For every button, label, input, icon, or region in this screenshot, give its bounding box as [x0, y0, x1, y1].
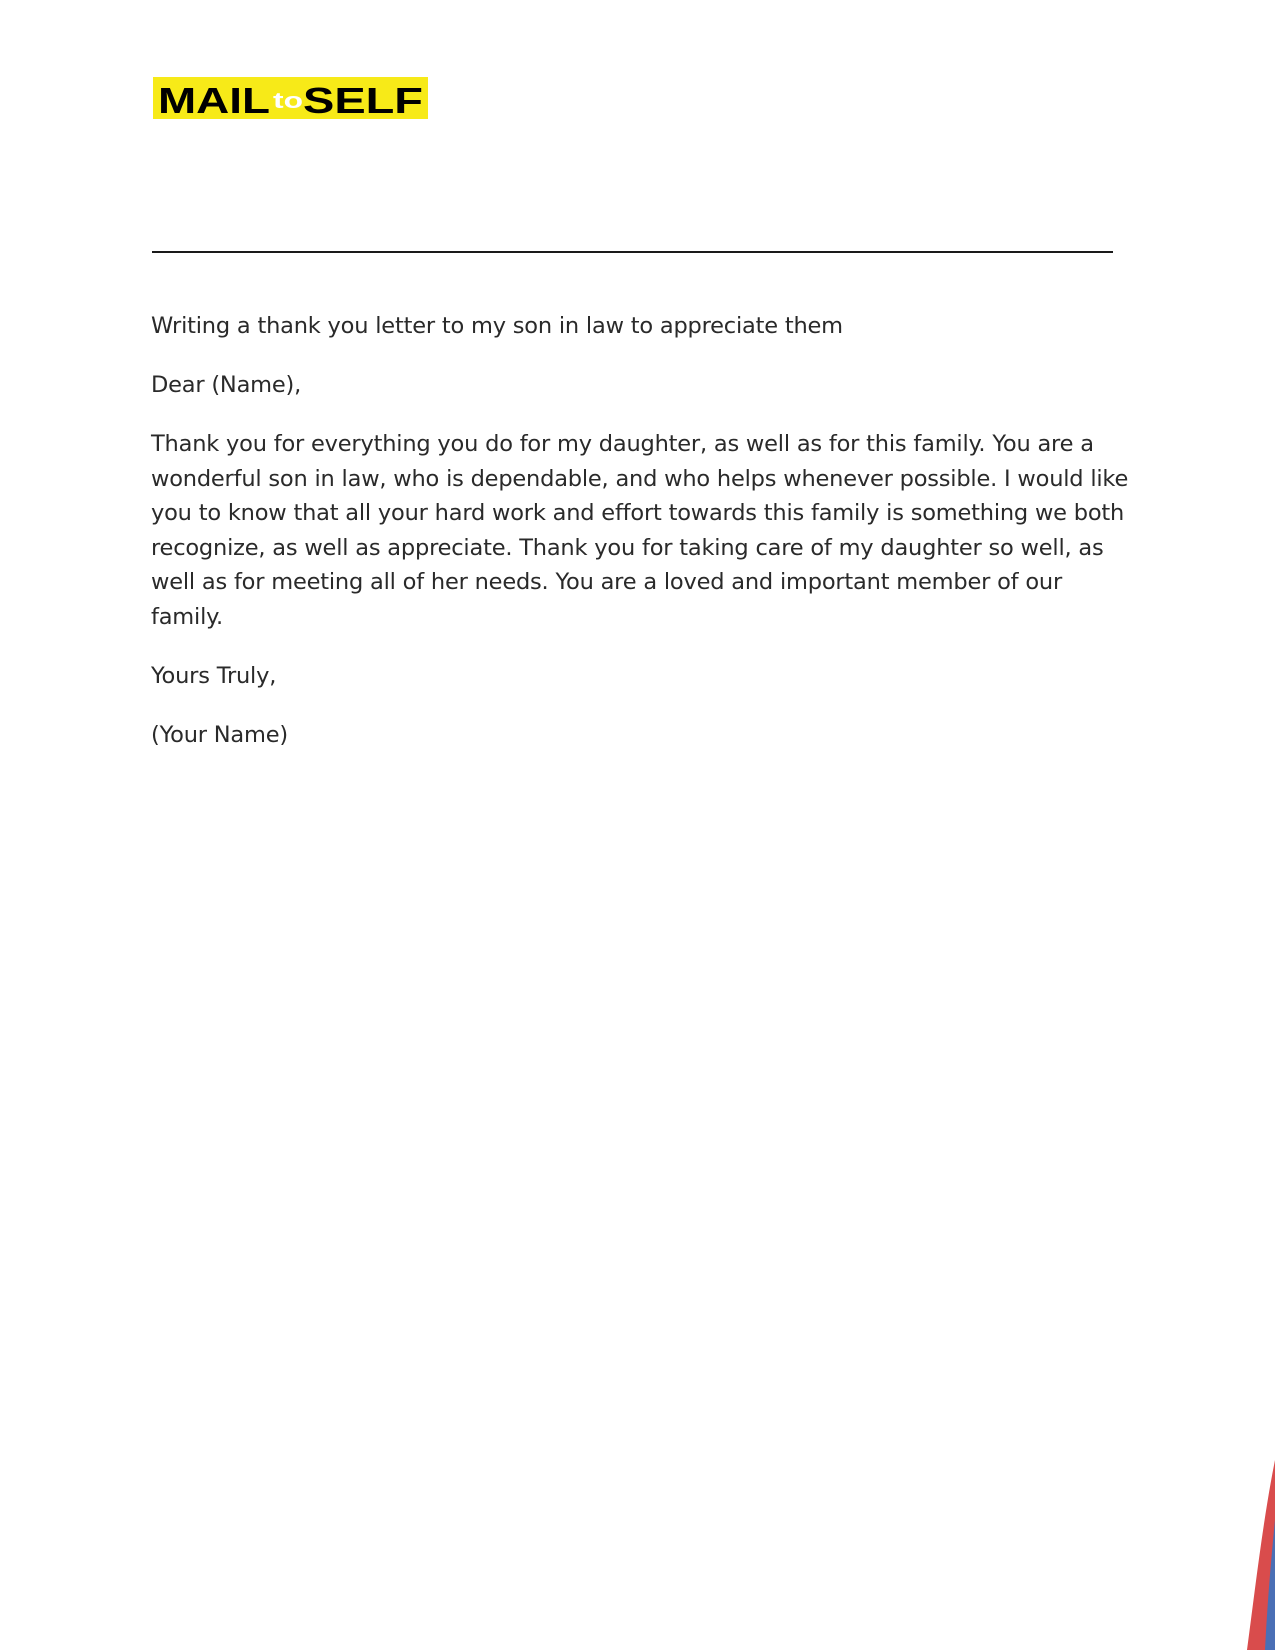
letter-signature: (Your Name)	[151, 721, 288, 748]
letter-body	[151, 309, 1131, 777]
mail-to-self-logo	[153, 77, 428, 119]
logo-text-self: SELF	[303, 80, 423, 119]
letter-closing: Yours Truly,	[151, 662, 277, 689]
header-divider	[152, 251, 1113, 253]
letter-subject: Writing a thank you letter to my son in law to appreciate them	[151, 313, 843, 339]
corner-decoration	[1215, 1460, 1275, 1650]
letter-paragraph: Thank you for everything you do for my daughter, as well as for this family. You are a wonderful son in law, who is dependable, and who helps whenever possible. I would like you to know that all your hard work and effort towards this family is something we both recognize, as well as appreciate. Thank you for taking care of my daughter so well, as well as for meeting all of her needs. You are a loved and important member of our family.	[151, 431, 1129, 630]
logo-text-to: to	[273, 88, 303, 113]
logo-text-mail: MAIL	[158, 80, 270, 119]
letter-salutation: Dear (Name),	[151, 372, 302, 398]
